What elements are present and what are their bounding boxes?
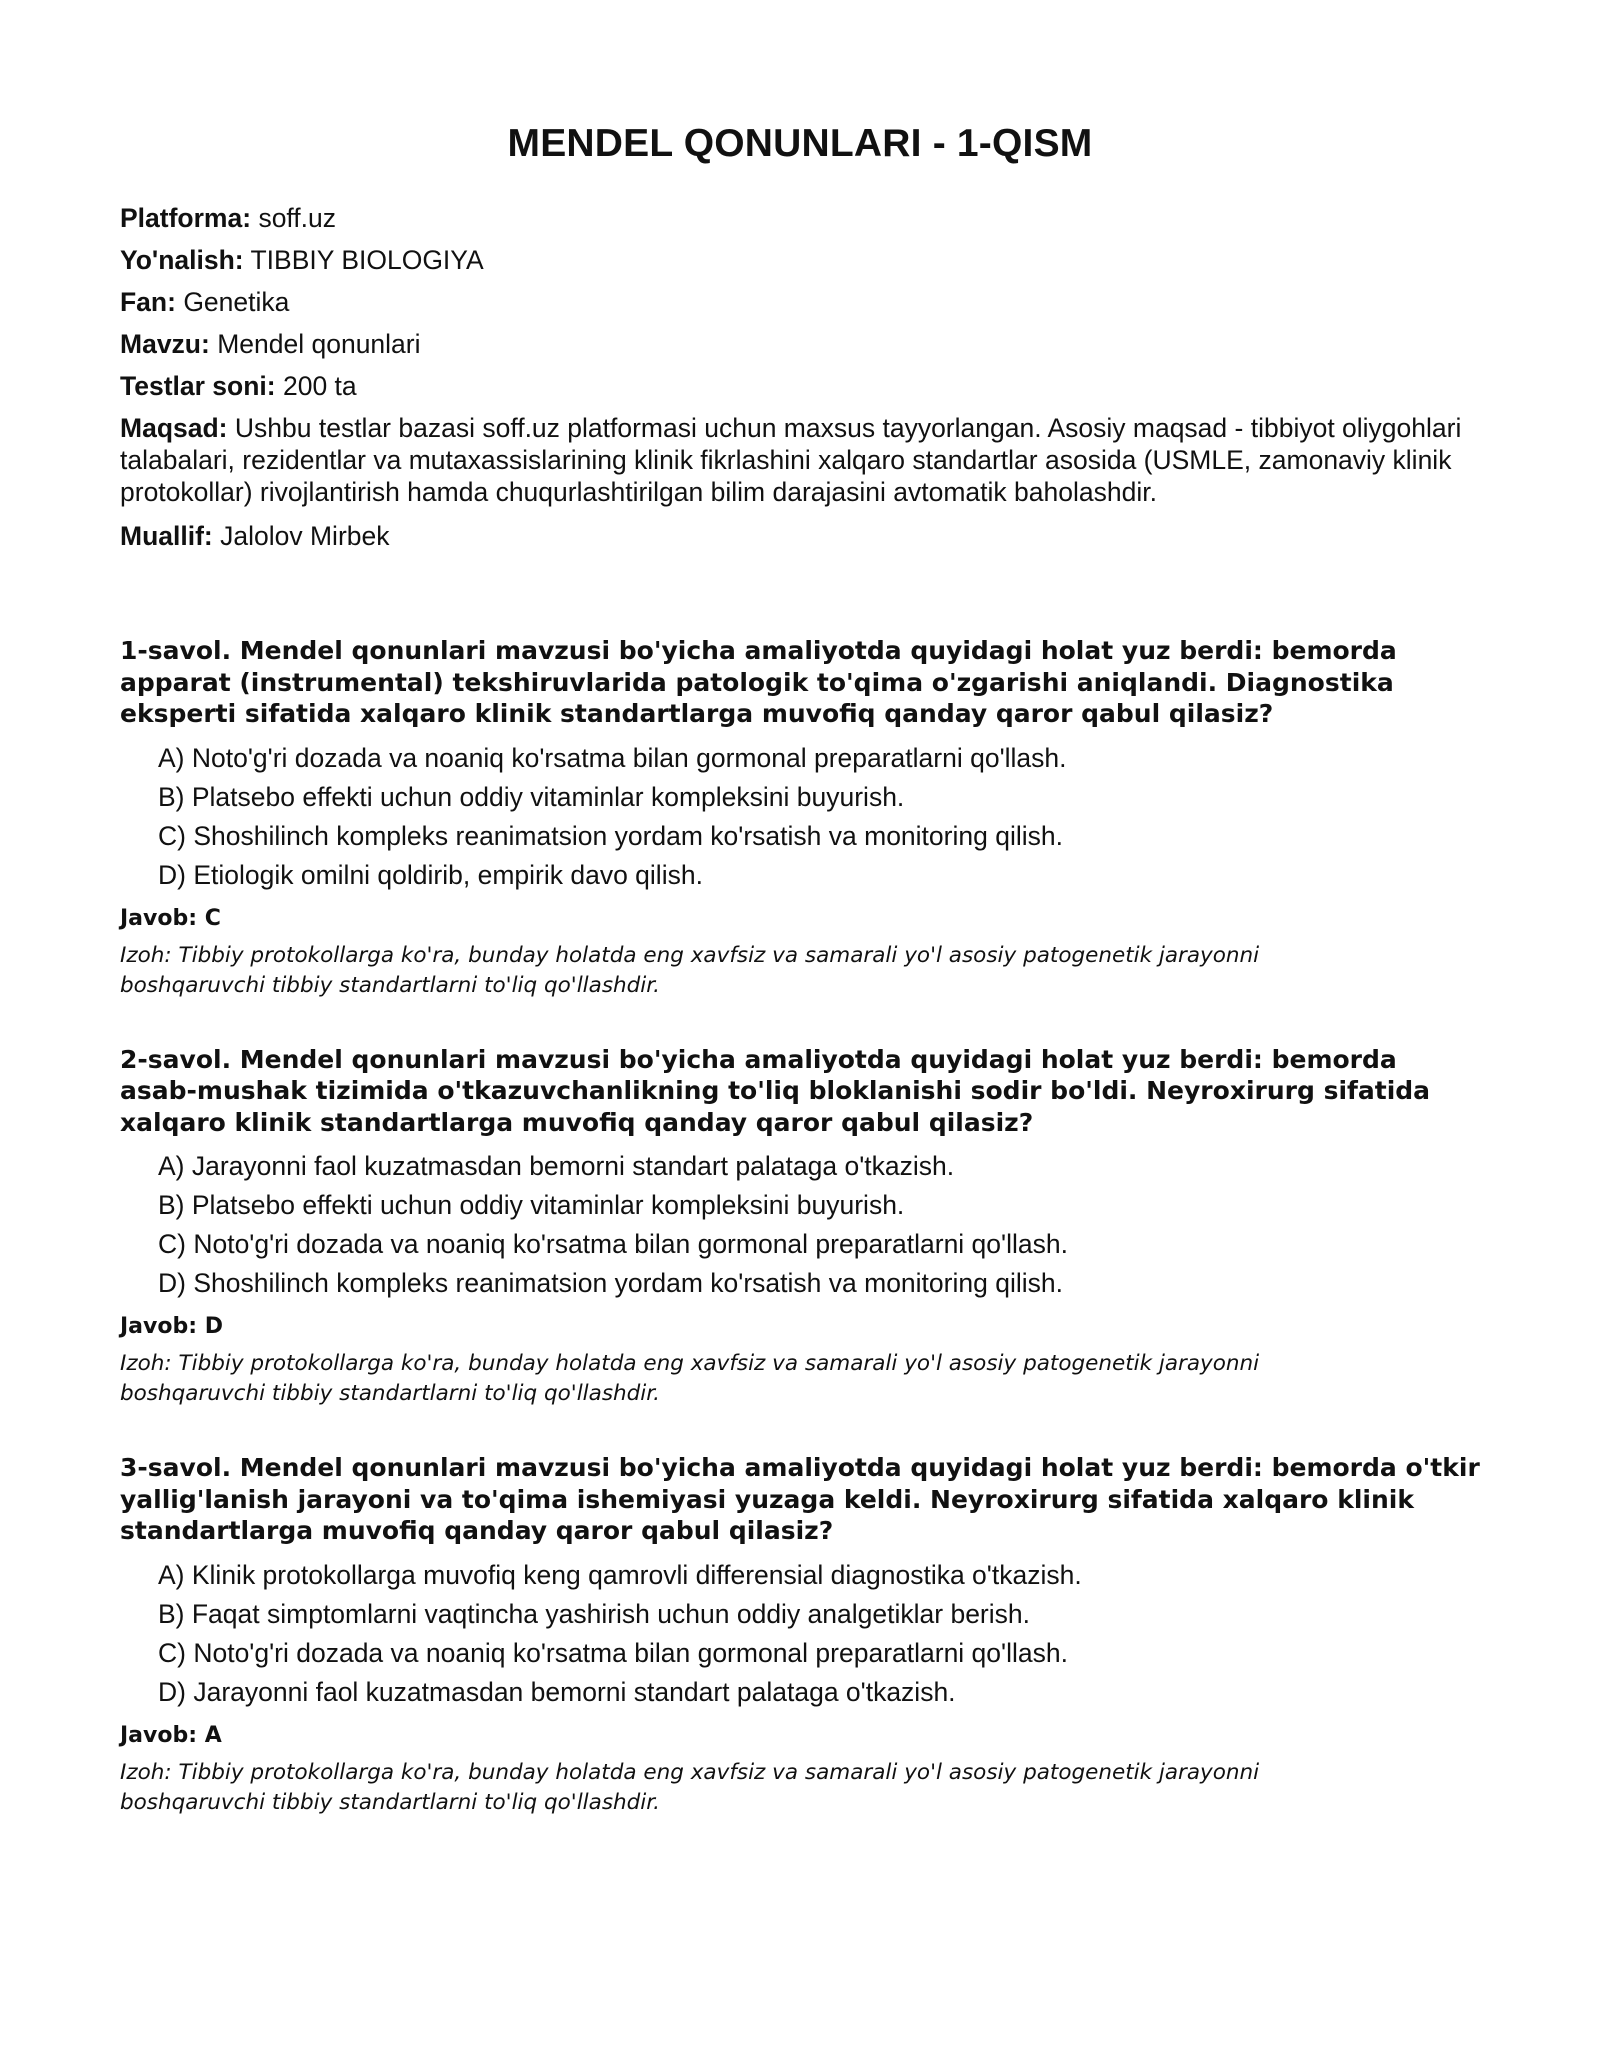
- meta-value: Genetika: [183, 287, 290, 317]
- meta-value: Jalolov Mirbek: [220, 521, 390, 551]
- explanation-note: Izoh: Tibbiy protokollarga ko'ra, bunday holatda eng xavfsiz va samarali yo'l asosiy patogenetik jarayonni boshqaruvchi tibbiy standartlarni to'liq qo'llashdir.: [120, 942, 1260, 998]
- meta-value: Mendel qonunlari: [217, 329, 421, 359]
- meta-subject: [120, 286, 1480, 318]
- option-b: B) Platsebo effekti uchun oddiy vitaminlar kompleksini buyurish.: [158, 781, 905, 812]
- explanation-note: Izoh: Tibbiy protokollarga ko'ra, bunday holatda eng xavfsiz va samarali yo'l asosiy patogenetik jarayonni boshqaruvchi tibbiy standartlarni to'liq qo'llashdir.: [120, 1759, 1260, 1815]
- meta-purpose: [120, 412, 1480, 508]
- option-b: B) Platsebo effekti uchun oddiy vitaminlar kompleksini buyurish.: [158, 1190, 905, 1220]
- question-text: 1-savol. Mendel qonunlari mavzusi bo'yicha amaliyotda quyidagi holat yuz berdi: bemorda apparat (instrumental) tekshiruvlarida patologik to'qima o'zgarishi aniqlandi. Diagnostika eksperti sifatida xalqaro klinik standartlarga muvofiq qanday qaror qabul qilasiz?: [120, 636, 1397, 728]
- meta-author: [120, 520, 1480, 552]
- question-block: [120, 1452, 1480, 1818]
- option-a: A) Jarayonni faol kuzatmasdan bemorni standart palataga o'tkazish.: [158, 1151, 955, 1181]
- option-c: C) Noto'g'ri dozada va noaniq ko'rsatma bilan gormonal preparatlarni qo'llash.: [158, 1637, 1068, 1668]
- meta-key: Yo'nalish:: [120, 245, 244, 275]
- meta-value: soff.uz: [258, 203, 337, 233]
- answer-label: Javob: D: [120, 1314, 223, 1339]
- meta-direction: [120, 244, 1480, 276]
- option-c: C) Shoshilinch kompleks reanimatsion yordam ko'rsatish va monitoring qilish.: [158, 820, 1063, 851]
- question-block: [120, 1044, 1480, 1410]
- meta-key: Testlar soni:: [120, 371, 276, 401]
- meta-platform: [120, 202, 1480, 234]
- meta-key: Fan:: [120, 287, 176, 317]
- meta-value: Ushbu testlar bazasi soff.uz platformasi uchun maxsus tayyorlangan. Asosiy maqsad - tibbiyot oliygohlari talabalari, rezidentlar va mutaxassislarining klinik fikrlashini xalqaro standartlar asosida (USMLE, zamonaviy klinik protokollar) rivojlantirish hamda chuqurlashtirilgan bilim darajasini avtomatik baholashdir.: [120, 413, 1462, 507]
- page-title: MENDEL QONUNLARI - 1-QISM: [507, 122, 1093, 165]
- option-c: C) Noto'g'ri dozada va noaniq ko'rsatma bilan gormonal preparatlarni qo'llash.: [158, 1229, 1068, 1259]
- meta-value: TIBBIY BIOLOGIYA: [250, 245, 484, 275]
- option-d: D) Etiologik omilni qoldirib, empirik davo qilish.: [158, 859, 703, 890]
- questions-list: [120, 635, 1480, 1818]
- option-b: B) Faqat simptomlarni vaqtincha yashirish uchun oddiy analgetiklar berish.: [158, 1598, 1030, 1629]
- meta-key: Maqsad:: [120, 413, 228, 443]
- meta-key: Mavzu:: [120, 329, 210, 359]
- question-text: 2-savol. Mendel qonunlari mavzusi bo'yicha amaliyotda quyidagi holat yuz berdi: bemorda asab-mushak tizimida o'tkazuvchanlikning to'liq bloklanishi sodir bo'ldi. Neyroxirurg sifatida xalqaro klinik standartlarga muvofiq qanday qaror qabul qilasiz?: [120, 1044, 1431, 1137]
- answer-label: Javob: A: [120, 1722, 222, 1748]
- meta-key: Platforma:: [120, 203, 252, 233]
- metadata-block: [120, 202, 1480, 552]
- option-d: D) Jarayonni faol kuzatmasdan bemorni standart palataga o'tkazish.: [158, 1676, 956, 1707]
- meta-topic: [120, 328, 1480, 360]
- question-block: [120, 635, 1480, 1001]
- meta-test-count: [120, 370, 1480, 402]
- meta-value: 200 ta: [282, 371, 357, 401]
- answer-label: Javob: C: [120, 905, 221, 931]
- options-list: [158, 1559, 1480, 1708]
- option-d: D) Shoshilinch kompleks reanimatsion yordam ko'rsatish va monitoring qilish.: [158, 1268, 1063, 1298]
- options-list: [158, 1150, 1480, 1299]
- option-a: A) Noto'g'ri dozada va noaniq ko'rsatma bilan gormonal preparatlarni qo'llash.: [158, 742, 1067, 773]
- option-a: A) Klinik protokollarga muvofiq keng qamrovli differensial diagnostika o'tkazish.: [158, 1559, 1082, 1590]
- options-list: [158, 742, 1480, 891]
- explanation-note: Izoh: Tibbiy protokollarga ko'ra, bunday holatda eng xavfsiz va samarali yo'l asosiy patogenetik jarayonni boshqaruvchi tibbiy standartlarni to'liq qo'llashdir.: [120, 1351, 1260, 1406]
- question-text: 3-savol. Mendel qonunlari mavzusi bo'yicha amaliyotda quyidagi holat yuz berdi: bemorda o'tkir yallig'lanish jarayoni va to'qima ishemiyasi yuzaga keldi. Neyroxirurg sifatida xalqaro klinik standartlarga muvofiq qanday qaror qabul qilasiz?: [120, 1453, 1480, 1545]
- meta-key: Muallif:: [120, 521, 213, 551]
